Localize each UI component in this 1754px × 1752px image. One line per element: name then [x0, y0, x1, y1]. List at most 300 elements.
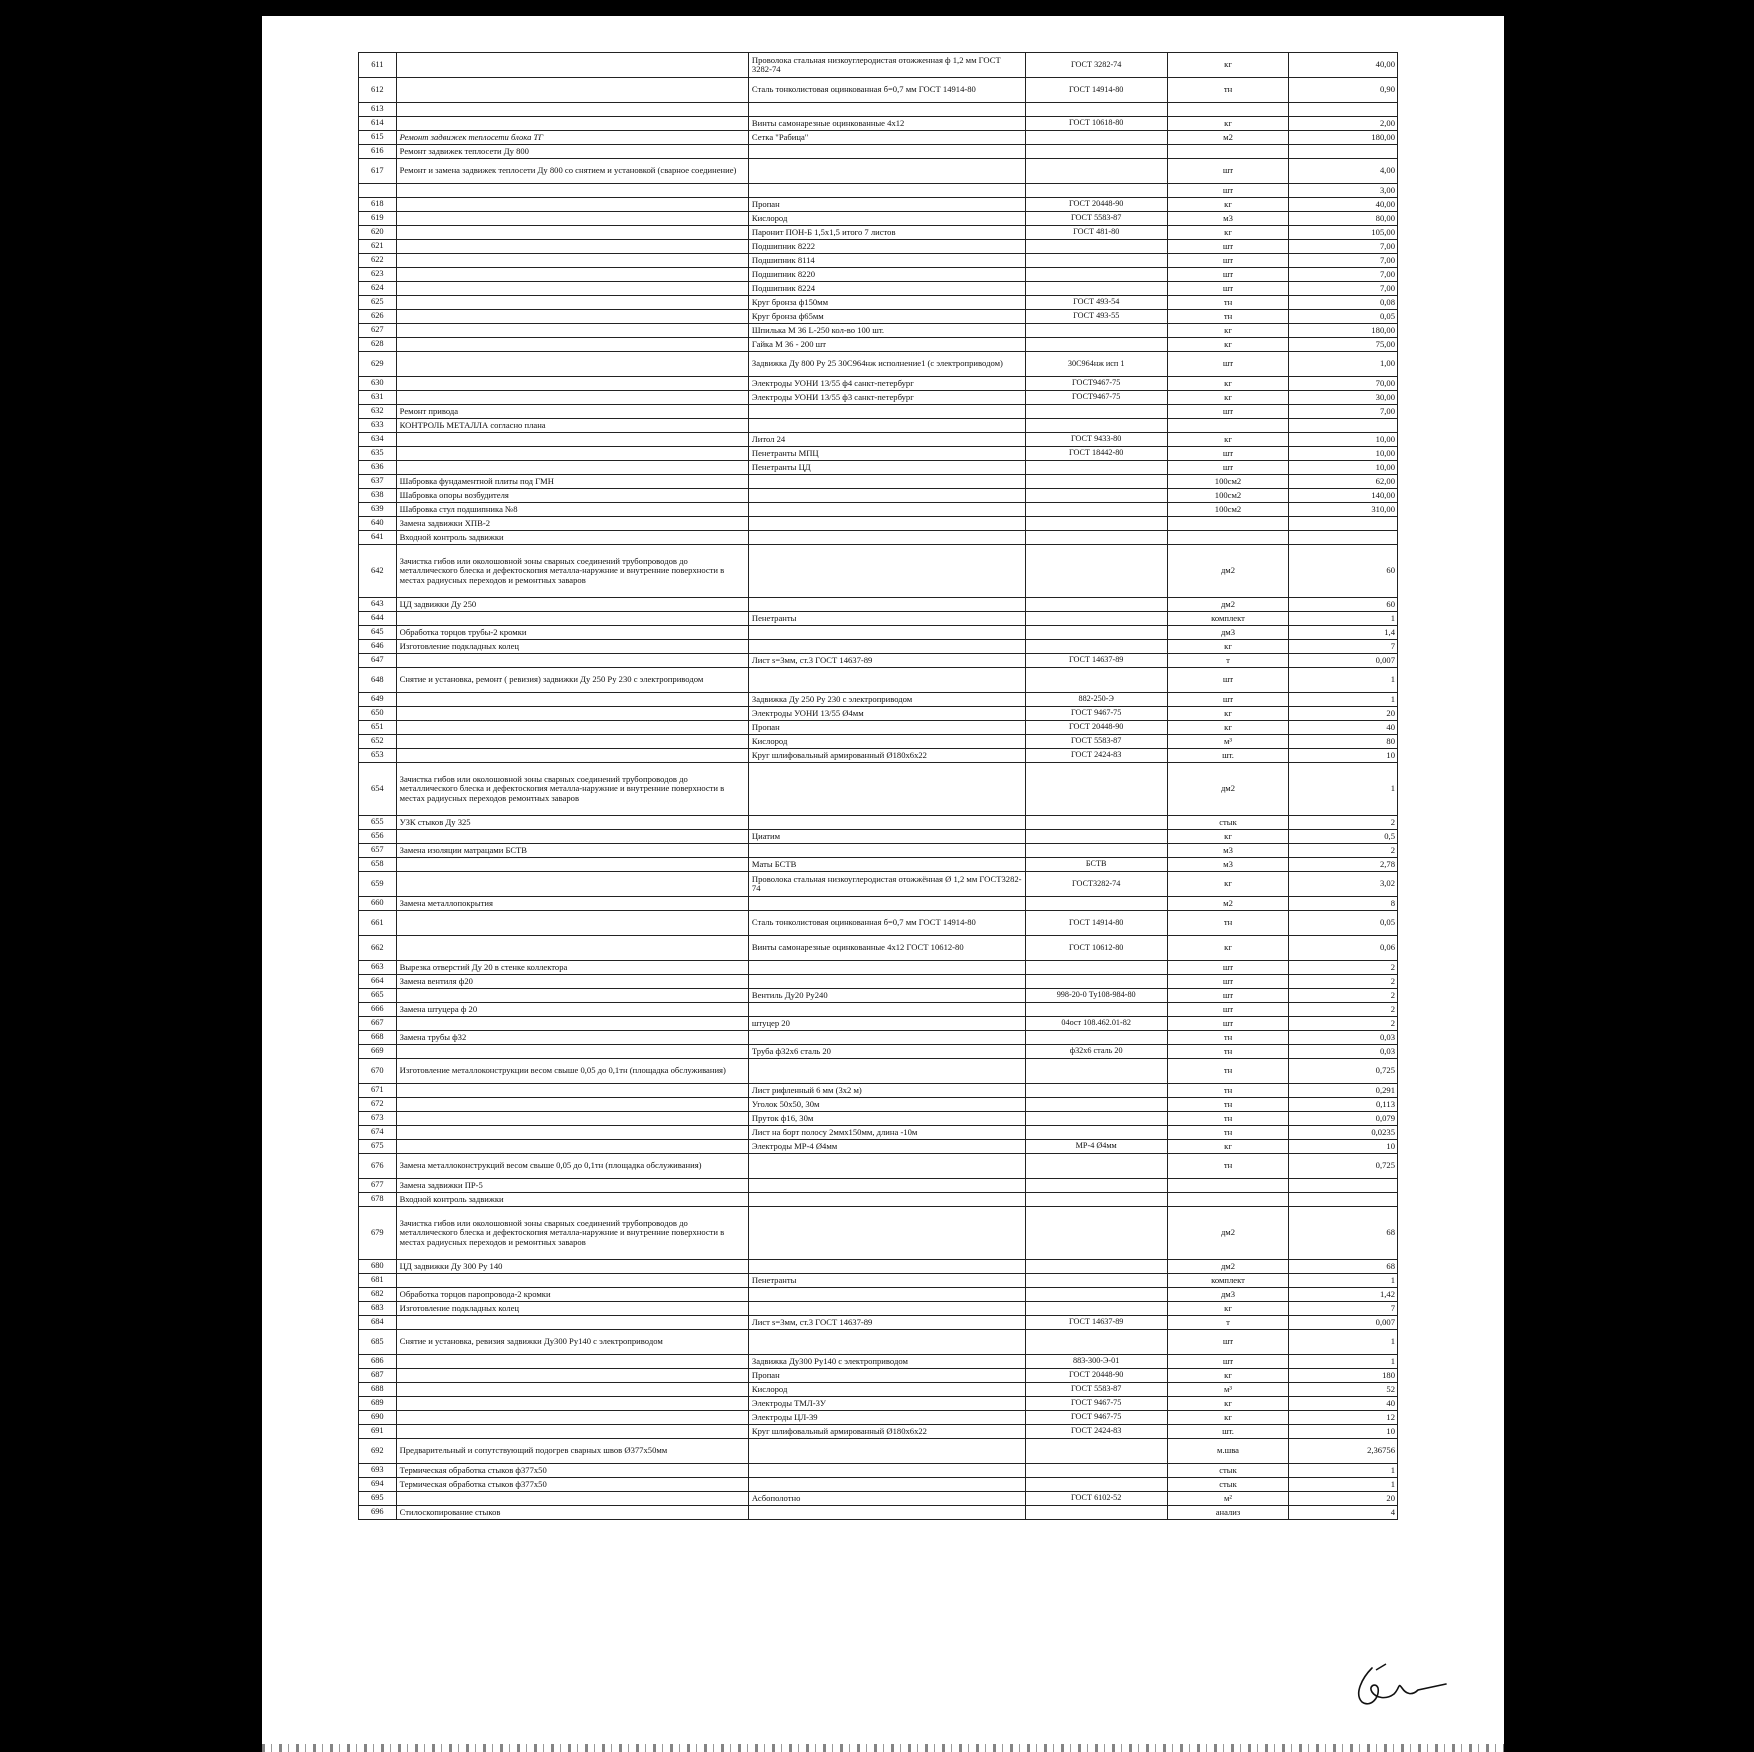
cell-w — [396, 654, 748, 668]
table-body — [359, 53, 1398, 1520]
cell-u: тн — [1167, 1045, 1289, 1059]
cell-w — [396, 1492, 748, 1506]
cell-q: 70,00 — [1289, 377, 1398, 391]
cell-g — [1025, 763, 1167, 816]
table-row — [359, 1506, 1398, 1520]
cell-w — [396, 296, 748, 310]
cell-n: 652 — [359, 735, 397, 749]
cell-q: 0,0235 — [1289, 1126, 1398, 1140]
cell-n: 647 — [359, 654, 397, 668]
cell-n: 650 — [359, 707, 397, 721]
cell-q: 140,00 — [1289, 489, 1398, 503]
cell-u: стык — [1167, 816, 1289, 830]
cell-n: 663 — [359, 961, 397, 975]
cell-u: дм2 — [1167, 1207, 1289, 1260]
cell-q: 12 — [1289, 1411, 1398, 1425]
cell-w — [396, 461, 748, 475]
cell-w — [396, 198, 748, 212]
table-row — [359, 419, 1398, 433]
cell-q: 2 — [1289, 989, 1398, 1003]
cell-m: Проволока стальная низкоуглеродистая отожжённая Ø 1,2 мм ГОСТ3282-74 — [748, 872, 1025, 897]
cell-u: шт. — [1167, 1425, 1289, 1439]
cell-g — [1025, 1330, 1167, 1355]
cell-w: Снятие и установка, ремонт ( ревизия) задвижки Ду 250 Ру 230 с электроприводом — [396, 668, 748, 693]
cell-u: шт — [1167, 1003, 1289, 1017]
cell-w: Шабровка фундаментной плиты под ГМН — [396, 475, 748, 489]
cell-q: 75,00 — [1289, 338, 1398, 352]
cell-q: 0,007 — [1289, 654, 1398, 668]
cell-m — [748, 545, 1025, 598]
cell-u: тн — [1167, 1126, 1289, 1140]
cell-w: Изготовление подкладных колец — [396, 640, 748, 654]
cell-g: ГОСТ 14914-80 — [1025, 911, 1167, 936]
cell-m — [748, 1302, 1025, 1316]
cell-w: Замена изоляции матрацами БСТВ — [396, 844, 748, 858]
cell-n: 660 — [359, 897, 397, 911]
cell-g: ГОСТ 20448-90 — [1025, 198, 1167, 212]
cell-q: 0,725 — [1289, 1059, 1398, 1084]
cell-q: 0,725 — [1289, 1154, 1398, 1179]
cell-m — [748, 103, 1025, 117]
cell-u: шт — [1167, 352, 1289, 377]
cell-w — [396, 1397, 748, 1411]
cell-g: ГОСТ3282-74 — [1025, 872, 1167, 897]
cell-m — [748, 816, 1025, 830]
cell-n: 665 — [359, 989, 397, 1003]
cell-m — [748, 475, 1025, 489]
cell-q: 0,05 — [1289, 911, 1398, 936]
cell-w — [396, 1411, 748, 1425]
cell-q: 2 — [1289, 961, 1398, 975]
cell-m: штуцер 20 — [748, 1017, 1025, 1031]
cell-g — [1025, 1207, 1167, 1260]
cell-w: Вырезка отверстий Ду 20 в стенке коллектора — [396, 961, 748, 975]
cell-w — [396, 858, 748, 872]
cell-m — [748, 405, 1025, 419]
table-row — [359, 1179, 1398, 1193]
cell-w — [396, 936, 748, 961]
cell-q: 0,06 — [1289, 936, 1398, 961]
cell-u: шт — [1167, 184, 1289, 198]
table-row — [359, 447, 1398, 461]
cell-u: дм2 — [1167, 598, 1289, 612]
cell-u: шт — [1167, 159, 1289, 184]
cell-g: ГОСТ 2424-83 — [1025, 1425, 1167, 1439]
cell-n: 667 — [359, 1017, 397, 1031]
cell-g — [1025, 282, 1167, 296]
cell-q — [1289, 1193, 1398, 1207]
cell-q: 40 — [1289, 721, 1398, 735]
cell-w: УЗК стыков Ду 325 — [396, 816, 748, 830]
cell-g: 04ост 108.462.01-82 — [1025, 1017, 1167, 1031]
cell-m: Паронит ПОН-Б 1,5х1,5 итого 7 листов — [748, 226, 1025, 240]
cell-q — [1289, 531, 1398, 545]
cell-g: 883-300-Э-01 — [1025, 1355, 1167, 1369]
table-row — [359, 763, 1398, 816]
cell-q: 0,90 — [1289, 78, 1398, 103]
cell-m: Гайка М 36 - 200 шт — [748, 338, 1025, 352]
cell-m — [748, 531, 1025, 545]
cell-u: шт — [1167, 1355, 1289, 1369]
table-row — [359, 545, 1398, 598]
cell-g — [1025, 1112, 1167, 1126]
cell-u: шт — [1167, 975, 1289, 989]
cell-g — [1025, 503, 1167, 517]
cell-g: ГОСТ 14914-80 — [1025, 78, 1167, 103]
cell-g — [1025, 598, 1167, 612]
table-row — [359, 1003, 1398, 1017]
cell-n: 625 — [359, 296, 397, 310]
cell-m: Кислород — [748, 735, 1025, 749]
cell-q: 80 — [1289, 735, 1398, 749]
table-row — [359, 693, 1398, 707]
table-row — [359, 461, 1398, 475]
table-row — [359, 405, 1398, 419]
table-row — [359, 117, 1398, 131]
cell-n: 617 — [359, 159, 397, 184]
table-row — [359, 475, 1398, 489]
table-row — [359, 1302, 1398, 1316]
cell-w — [396, 240, 748, 254]
cell-w — [396, 830, 748, 844]
cell-u — [1167, 1193, 1289, 1207]
cell-w: ЦД задвижки Ду 300 Ру 140 — [396, 1260, 748, 1274]
cell-w — [396, 103, 748, 117]
cell-n: 624 — [359, 282, 397, 296]
cell-u: дм3 — [1167, 1288, 1289, 1302]
cell-q: 1 — [1289, 763, 1398, 816]
cell-w: Обработка торцов паропровода-2 кромки — [396, 1288, 748, 1302]
cell-g — [1025, 1260, 1167, 1274]
cell-u: тн — [1167, 911, 1289, 936]
cell-q: 1 — [1289, 612, 1398, 626]
cell-g: ф32х6 сталь 20 — [1025, 1045, 1167, 1059]
cell-w — [396, 1274, 748, 1288]
cell-w — [396, 1355, 748, 1369]
cell-w: Ремонт задвижек теплосети блока ТГ — [396, 131, 748, 145]
table-row — [359, 1397, 1398, 1411]
cell-u: т — [1167, 1316, 1289, 1330]
cell-u: кг — [1167, 391, 1289, 405]
cell-q: 20 — [1289, 1492, 1398, 1506]
table-row — [359, 78, 1398, 103]
cell-n: 682 — [359, 1288, 397, 1302]
cell-u: кг — [1167, 1397, 1289, 1411]
cell-u: тн — [1167, 296, 1289, 310]
cell-m: Пенетранты МПЦ — [748, 447, 1025, 461]
cell-n: 690 — [359, 1411, 397, 1425]
cell-u: м2 — [1167, 131, 1289, 145]
cell-n: 616 — [359, 145, 397, 159]
cell-n: 620 — [359, 226, 397, 240]
cell-w: Замена металлоконструкций весом свыше 0,05 до 0,1тн (площадка обслуживания) — [396, 1154, 748, 1179]
table-row — [359, 612, 1398, 626]
cell-w: Замена задвижки ПР-5 — [396, 1179, 748, 1193]
cell-q: 105,00 — [1289, 226, 1398, 240]
table-row — [359, 53, 1398, 78]
cell-m: Сетка "Рабица" — [748, 131, 1025, 145]
cell-n: 685 — [359, 1330, 397, 1355]
cell-w — [396, 117, 748, 131]
cell-q — [1289, 1179, 1398, 1193]
cell-n: 637 — [359, 475, 397, 489]
cell-w — [396, 1045, 748, 1059]
table-row — [359, 131, 1398, 145]
cell-n: 684 — [359, 1316, 397, 1330]
cell-n: 672 — [359, 1098, 397, 1112]
cell-n: 640 — [359, 517, 397, 531]
cell-q: 1 — [1289, 693, 1398, 707]
cell-n — [359, 184, 397, 198]
cell-w: ЦД задвижки Ду 250 — [396, 598, 748, 612]
cell-w — [396, 212, 748, 226]
cell-g — [1025, 612, 1167, 626]
cell-m: Электроды УОНИ 13/55 ф4 санкт-петербург — [748, 377, 1025, 391]
cell-u: м3 — [1167, 844, 1289, 858]
table-row — [359, 897, 1398, 911]
cell-g — [1025, 897, 1167, 911]
cell-n: 613 — [359, 103, 397, 117]
cell-u: кг — [1167, 830, 1289, 844]
cell-n: 626 — [359, 310, 397, 324]
table-row — [359, 1439, 1398, 1464]
table-row — [359, 489, 1398, 503]
cell-g — [1025, 1098, 1167, 1112]
cell-n: 619 — [359, 212, 397, 226]
cell-w — [396, 1140, 748, 1154]
table-row — [359, 1464, 1398, 1478]
cell-q: 310,00 — [1289, 503, 1398, 517]
table-row — [359, 282, 1398, 296]
cell-g — [1025, 475, 1167, 489]
cell-q: 0,113 — [1289, 1098, 1398, 1112]
table-row — [359, 1492, 1398, 1506]
cell-g: ГОСТ 493-55 — [1025, 310, 1167, 324]
cell-m: Кислород — [748, 1383, 1025, 1397]
cell-u: стык — [1167, 1478, 1289, 1492]
cell-g: ГОСТ 14637-89 — [1025, 654, 1167, 668]
cell-w: КОНТРОЛЬ МЕТАЛЛА согласно плана — [396, 419, 748, 433]
cell-w — [396, 721, 748, 735]
cell-g: ГОСТ 3282-74 — [1025, 53, 1167, 78]
cell-w — [396, 254, 748, 268]
cell-g: ГОСТ 20448-90 — [1025, 721, 1167, 735]
cell-q: 10,00 — [1289, 447, 1398, 461]
cell-n: 623 — [359, 268, 397, 282]
cell-q: 0,03 — [1289, 1031, 1398, 1045]
cell-q — [1289, 517, 1398, 531]
table-row — [359, 226, 1398, 240]
cell-q: 2 — [1289, 816, 1398, 830]
table-row — [359, 844, 1398, 858]
cell-g — [1025, 1288, 1167, 1302]
cell-m — [748, 1193, 1025, 1207]
cell-w — [396, 268, 748, 282]
cell-m — [748, 489, 1025, 503]
cell-u: стык — [1167, 1464, 1289, 1478]
cell-u: тн — [1167, 1059, 1289, 1084]
cell-n: 683 — [359, 1302, 397, 1316]
cell-q — [1289, 103, 1398, 117]
cell-g: 882-250-Э — [1025, 693, 1167, 707]
cell-w: Замена задвижки ХПВ-2 — [396, 517, 748, 531]
cell-w: Замена штуцера ф 20 — [396, 1003, 748, 1017]
cell-u: кг — [1167, 1140, 1289, 1154]
cell-m — [748, 1288, 1025, 1302]
cell-m: Задвижка Ду300 Ру140 с электроприводом — [748, 1355, 1025, 1369]
cell-n: 693 — [359, 1464, 397, 1478]
cell-n: 618 — [359, 198, 397, 212]
cell-m — [748, 975, 1025, 989]
cell-g — [1025, 1126, 1167, 1140]
cell-w: Входной контроль задвижки — [396, 1193, 748, 1207]
cell-g: ГОСТ 10612-80 — [1025, 936, 1167, 961]
cell-n: 669 — [359, 1045, 397, 1059]
cell-w: Снятие и установка, ревизия задвижки Ду300 Ру140 с электроприводом — [396, 1330, 748, 1355]
cell-u: м³ — [1167, 1383, 1289, 1397]
cell-g — [1025, 419, 1167, 433]
cell-g — [1025, 1439, 1167, 1464]
cell-m — [748, 961, 1025, 975]
cell-g: ГОСТ 2424-83 — [1025, 749, 1167, 763]
cell-m — [748, 1478, 1025, 1492]
cell-m — [748, 1207, 1025, 1260]
cell-q: 60 — [1289, 545, 1398, 598]
cell-w — [396, 78, 748, 103]
cell-w — [396, 1112, 748, 1126]
table-row — [359, 1112, 1398, 1126]
cell-u — [1167, 1179, 1289, 1193]
cell-q: 0,03 — [1289, 1045, 1398, 1059]
cell-g: ГОСТ 20448-90 — [1025, 1369, 1167, 1383]
cell-u: 100см2 — [1167, 475, 1289, 489]
cell-q: 2,78 — [1289, 858, 1398, 872]
cell-q: 0,007 — [1289, 1316, 1398, 1330]
cell-u: кг — [1167, 338, 1289, 352]
table-row — [359, 338, 1398, 352]
cell-m — [748, 145, 1025, 159]
cell-w: Замена трубы ф32 — [396, 1031, 748, 1045]
cell-n: 671 — [359, 1084, 397, 1098]
cell-m: Электроды МР-4 Ø4мм — [748, 1140, 1025, 1154]
cell-g — [1025, 626, 1167, 640]
cell-q: 1,42 — [1289, 1288, 1398, 1302]
cell-g: 998-20-0 Ту108-984-80 — [1025, 989, 1167, 1003]
cell-u: дм3 — [1167, 626, 1289, 640]
table-row — [359, 352, 1398, 377]
cell-u: тн — [1167, 310, 1289, 324]
table-row — [359, 254, 1398, 268]
cell-g — [1025, 1059, 1167, 1084]
cell-g: ГОСТ 9467-75 — [1025, 1411, 1167, 1425]
cell-u: м² — [1167, 1492, 1289, 1506]
cell-m: Циатим — [748, 830, 1025, 844]
table-row — [359, 517, 1398, 531]
cell-m: Электроды УОНИ 13/55 Ø4мм — [748, 707, 1025, 721]
table-row — [359, 1084, 1398, 1098]
cell-g: ГОСТ 5583-87 — [1025, 1383, 1167, 1397]
cell-q: 1 — [1289, 1274, 1398, 1288]
table-row — [359, 1316, 1398, 1330]
cell-q: 40,00 — [1289, 53, 1398, 78]
cell-u: шт — [1167, 254, 1289, 268]
cell-u: т — [1167, 654, 1289, 668]
cell-w: Термическая обработка стыков ф377х50 — [396, 1478, 748, 1492]
table-row — [359, 654, 1398, 668]
table-row — [359, 1098, 1398, 1112]
cell-n: 638 — [359, 489, 397, 503]
table-row — [359, 1031, 1398, 1045]
table-row — [359, 1425, 1398, 1439]
cell-u — [1167, 531, 1289, 545]
cell-w — [396, 184, 748, 198]
cell-n: 644 — [359, 612, 397, 626]
cell-w — [396, 989, 748, 1003]
cell-m: Асбополотно — [748, 1492, 1025, 1506]
cell-n: 643 — [359, 598, 397, 612]
cell-w — [396, 1316, 748, 1330]
cell-n: 676 — [359, 1154, 397, 1179]
cell-n: 621 — [359, 240, 397, 254]
cell-m — [748, 1003, 1025, 1017]
cell-n: 679 — [359, 1207, 397, 1260]
cell-w — [396, 310, 748, 324]
cell-n: 696 — [359, 1506, 397, 1520]
cell-m: Подшипник 8224 — [748, 282, 1025, 296]
signature-mark — [1342, 1658, 1452, 1710]
cell-u: тн — [1167, 1031, 1289, 1045]
cell-m: Электроды УОНИ 13/55 ф3 санкт-петербург — [748, 391, 1025, 405]
cell-q: 68 — [1289, 1260, 1398, 1274]
cell-n: 656 — [359, 830, 397, 844]
cell-n: 670 — [359, 1059, 397, 1084]
cell-n: 681 — [359, 1274, 397, 1288]
cell-q: 3,02 — [1289, 872, 1398, 897]
cell-m — [748, 640, 1025, 654]
cell-m: Подшипник 8114 — [748, 254, 1025, 268]
cell-q: 80,00 — [1289, 212, 1398, 226]
table-row — [359, 145, 1398, 159]
cell-q: 2,00 — [1289, 117, 1398, 131]
table-row — [359, 212, 1398, 226]
cell-q — [1289, 419, 1398, 433]
cell-n: 611 — [359, 53, 397, 78]
cell-m: Круг шлифовальный армированный Ø180х6х22 — [748, 1425, 1025, 1439]
cell-u: анализ — [1167, 1506, 1289, 1520]
cell-g — [1025, 461, 1167, 475]
cell-q: 10 — [1289, 1425, 1398, 1439]
cell-w — [396, 612, 748, 626]
cell-g — [1025, 816, 1167, 830]
cell-q: 30,00 — [1289, 391, 1398, 405]
cell-n: 648 — [359, 668, 397, 693]
cell-n: 636 — [359, 461, 397, 475]
cell-m — [748, 1031, 1025, 1045]
cell-q: 7,00 — [1289, 268, 1398, 282]
cell-w — [396, 735, 748, 749]
cell-g — [1025, 1506, 1167, 1520]
cell-w — [396, 352, 748, 377]
cell-w: Замена вентиля ф20 — [396, 975, 748, 989]
cell-n: 630 — [359, 377, 397, 391]
cell-n: 688 — [359, 1383, 397, 1397]
cell-q: 1 — [1289, 668, 1398, 693]
cell-n: 641 — [359, 531, 397, 545]
cell-n: 654 — [359, 763, 397, 816]
cell-u — [1167, 103, 1289, 117]
cell-w — [396, 749, 748, 763]
cell-n: 691 — [359, 1425, 397, 1439]
